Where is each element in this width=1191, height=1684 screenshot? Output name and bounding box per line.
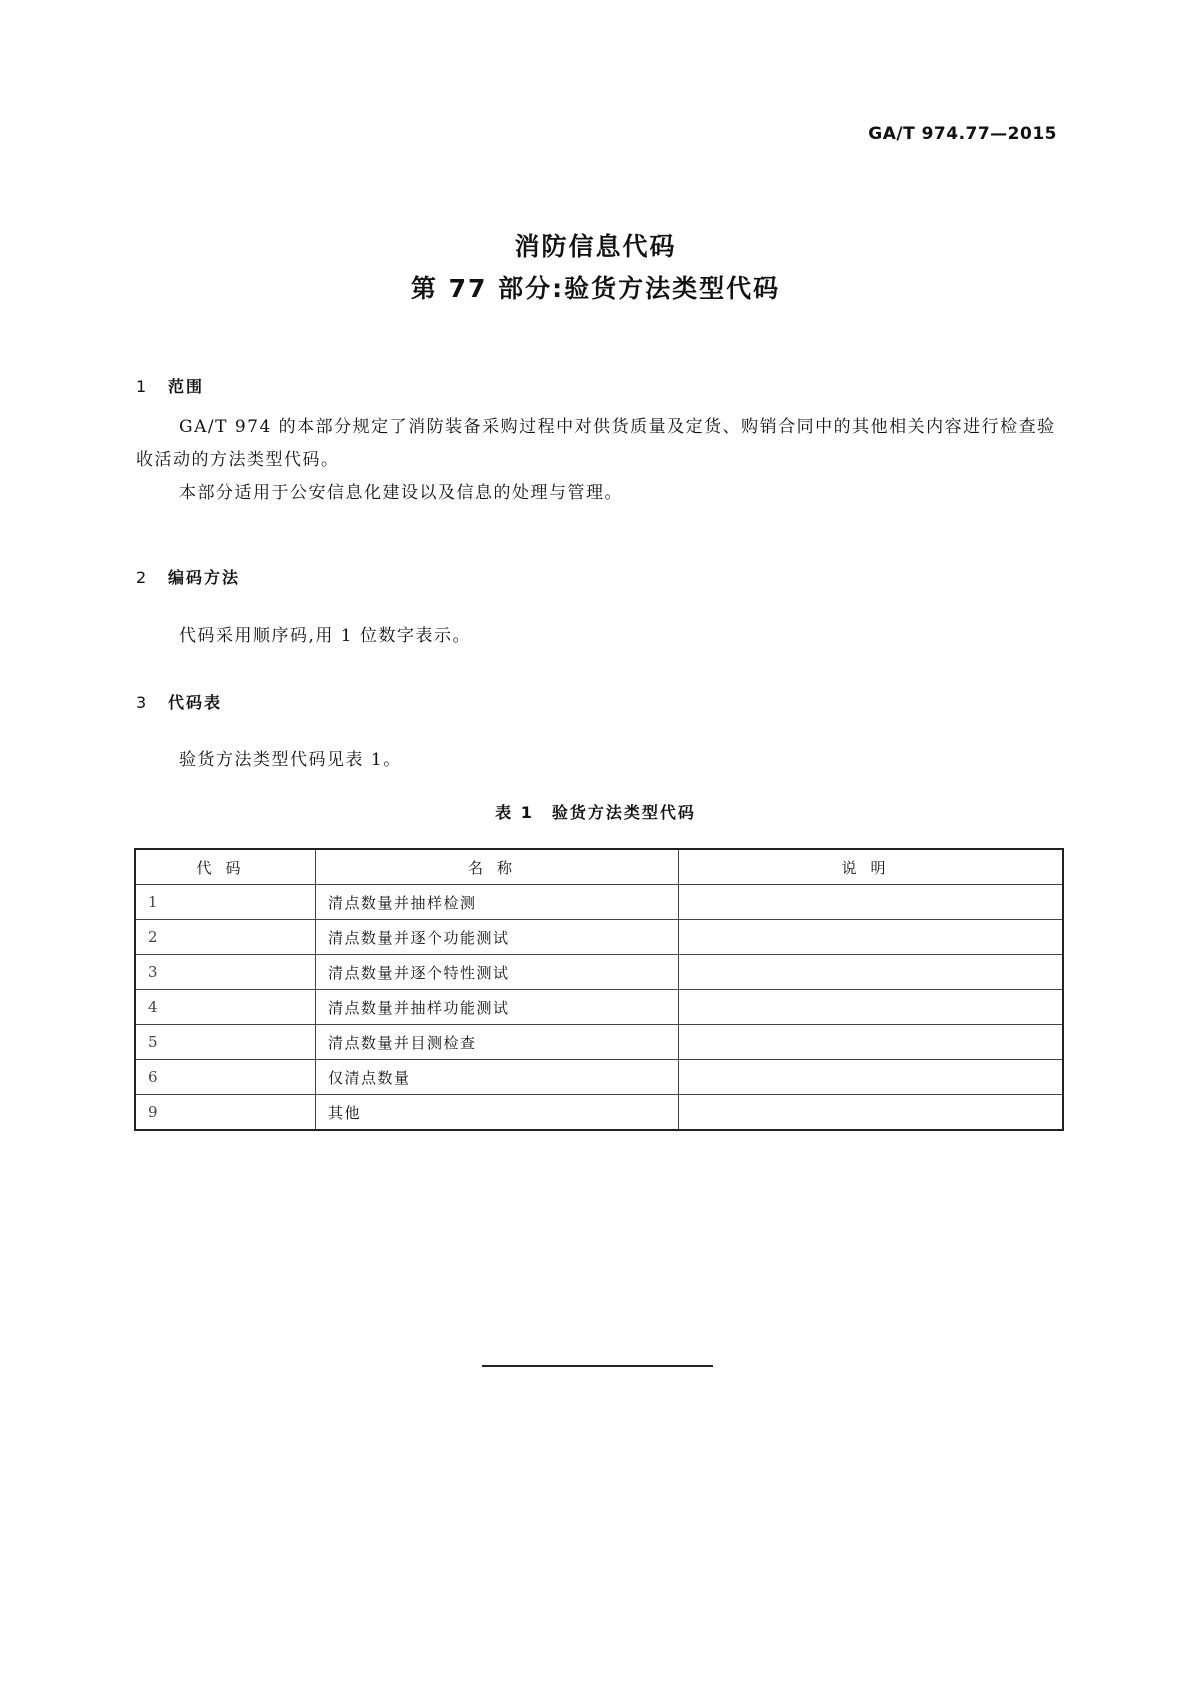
row-name: 清点数量并目测检查	[316, 1025, 679, 1060]
scope-paragraph-2: 本部分适用于公安信息化建设以及信息的处理与管理。	[179, 483, 623, 503]
row-code: 6	[135, 1060, 316, 1095]
row-note	[679, 1095, 1064, 1131]
row-code: 3	[135, 955, 316, 990]
row-code: 5	[135, 1025, 316, 1060]
table-caption: 表 1 验货方法类型代码	[495, 803, 696, 822]
coding-method-paragraph: 代码采用顺序码,用 1 位数字表示。	[179, 626, 472, 646]
code-table-paragraph: 验货方法类型代码见表 1。	[179, 750, 402, 770]
code-table	[134, 848, 1064, 1131]
row-note	[679, 1060, 1064, 1095]
table-row	[135, 1060, 1063, 1095]
section-title: 代码表	[168, 693, 223, 712]
table-row	[135, 885, 1063, 920]
section-heading-coding-method	[136, 565, 240, 588]
row-name: 清点数量并抽样检测	[316, 885, 679, 920]
title-line-1: 消防信息代码	[514, 232, 677, 261]
section-title: 范围	[168, 377, 205, 396]
header-code: 代码	[135, 849, 316, 885]
row-name: 仅清点数量	[316, 1060, 679, 1095]
row-name: 清点数量并逐个功能测试	[316, 920, 679, 955]
table-row	[135, 990, 1063, 1025]
row-note	[679, 885, 1064, 920]
document-title	[0, 226, 1191, 310]
row-code: 4	[135, 990, 316, 1025]
row-name: 其他	[316, 1095, 679, 1131]
table-row	[135, 1095, 1063, 1131]
row-code: 9	[135, 1095, 316, 1131]
section-title: 编码方法	[168, 568, 241, 587]
section-heading-code-table	[136, 690, 222, 713]
row-name: 清点数量并逐个特性测试	[316, 955, 679, 990]
header-note: 说明	[679, 849, 1064, 885]
row-name: 清点数量并抽样功能测试	[316, 990, 679, 1025]
section-number: 2	[136, 568, 149, 587]
header-name: 名称	[316, 849, 679, 885]
table-row	[135, 1025, 1063, 1060]
table-row	[135, 920, 1063, 955]
row-code: 2	[135, 920, 316, 955]
table-row	[135, 955, 1063, 990]
row-note	[679, 920, 1064, 955]
row-note	[679, 990, 1064, 1025]
scope-paragraph-1: GA/T 974 的本部分规定了消防装备采购过程中对供货质量及定货、购销合同中的其他相关内容进行检查验收活动的方法类型代码。	[136, 417, 1056, 470]
title-line-2: 第 77 部分:验货方法类型代码	[410, 274, 781, 303]
row-code: 1	[135, 885, 316, 920]
section-number: 3	[136, 693, 149, 712]
section-heading-scope	[136, 374, 204, 397]
row-note	[679, 955, 1064, 990]
end-of-document-rule	[482, 1365, 713, 1367]
section-number: 1	[136, 377, 149, 396]
standard-id: GA/T 974.77—2015	[868, 124, 1057, 144]
row-note	[679, 1025, 1064, 1060]
table-header-row	[135, 849, 1063, 885]
